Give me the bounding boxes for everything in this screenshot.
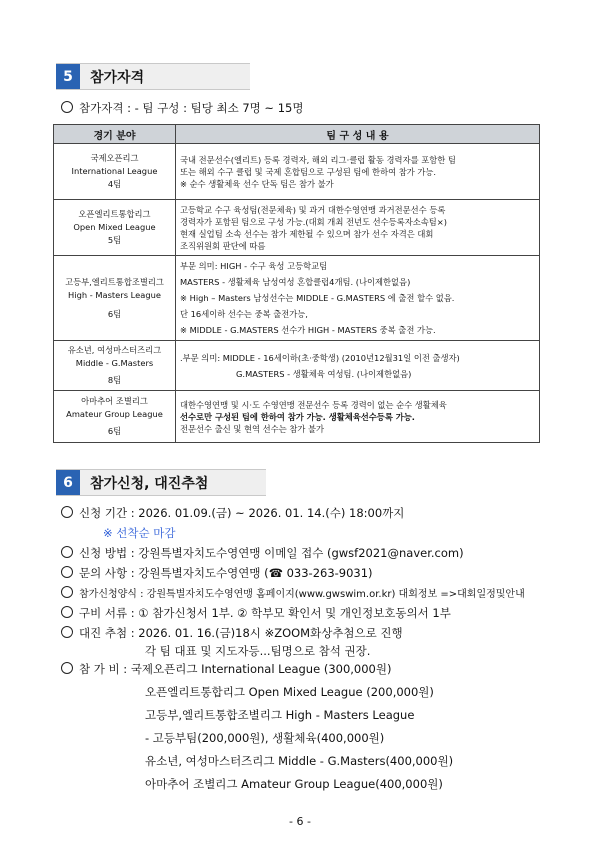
desc-line: 대한수영연맹 및 시·도 수영연맹 전문선수 등록 경력이 없는 순수 생활체육 xyxy=(180,399,447,410)
section-5-title: 참가자격 xyxy=(90,69,145,86)
desc-line: 조직위원회 판단에 따름 xyxy=(180,240,266,251)
documents-text: 구비 서류 : ① 참가신청서 1부. ② 학부모 확인서 및 개인정보호동의서 1부 xyxy=(79,606,451,620)
desc-line: G.MASTERS - 생활체육 여성팀. (나이제한없음) xyxy=(236,368,412,379)
desc-line: 국내 전문선수(엘리트) 등록 경력자, 해외 리그·클럽 활동 경력자를 포함한 팀 xyxy=(180,154,456,165)
application-method-text: 신청 방법 : 강원특별자치도수영연맹 이메일 접수 (gwsf2021@naver.com) xyxy=(79,546,464,560)
fee-text: 참 가 비 : 국제오픈리그 International League (300,000원) xyxy=(79,662,392,676)
desc-line: MASTERS - 생활체육 남성여성 혼합클럽4개팀. (나이제한없음) xyxy=(180,277,411,287)
bullet-icon xyxy=(61,506,73,518)
inquiry-text: 문의 사항 : 강원특별자치도수영연맹 (☎ 033-263-9031) xyxy=(79,566,373,580)
table-row xyxy=(54,256,540,341)
category-teams: 8팀 xyxy=(107,375,122,385)
category-english: Open Mixed League xyxy=(73,222,156,232)
category-name: 국제오픈리그 xyxy=(90,153,139,163)
eligibility-line xyxy=(61,100,303,116)
table-row xyxy=(54,144,540,200)
category-name: 고등부,엘리트통합조별리그 xyxy=(65,276,164,287)
category-teams: 4팀 xyxy=(107,179,122,189)
bullet-icon xyxy=(61,101,73,113)
header-field: 경기 분야 xyxy=(54,125,176,144)
fee-item: 유소년, 여성마스터즈리그 Middle - G.Masters(400,000원) xyxy=(145,754,454,768)
application-period-text: 신청 기간 : 2026. 01.09.(금) ~ 2026. 01. 14.(수) 18:00까지 xyxy=(79,506,405,520)
section-6-number: 6 xyxy=(56,470,80,495)
category-name: 아마추어 조별리그 xyxy=(81,396,148,406)
category-teams: 5팀 xyxy=(107,235,122,245)
fee-item: 고등부,엘리트통합조별리그 High - Masters League xyxy=(145,708,415,722)
table-row xyxy=(54,200,540,256)
first-come-note: ※ 선착순 마감 xyxy=(103,526,176,540)
category-name: 유소년, 여성마스터즈리그 xyxy=(67,345,162,355)
table-row xyxy=(54,341,540,391)
draw-text: 대진 추첨 : 2026. 01. 16.(금)18시 ※ZOOM화상추첨으로 진행 xyxy=(79,626,403,640)
desc-line: ※ MIDDLE - G.MASTERS 선수가 HIGH - MASTERS 중복 출전 가능. xyxy=(180,325,436,335)
form-text: 참가신청양식 : 강원특별자치도수영연맹 홈페이지(www.gwswim.or.kr) 대회정보 =>대회일정및안내 xyxy=(79,589,525,600)
category-teams: 6팀 xyxy=(107,426,122,436)
description-cell xyxy=(176,200,540,256)
section-6-title: 참가신청, 대진추첨 xyxy=(90,475,209,492)
category-cell xyxy=(54,341,176,391)
desc-line: 현재 실업팀 소속 선수는 참가 제한될 수 있으며 참가 선수 자격은 대회 xyxy=(180,228,434,239)
fee-item: 아마추어 조별리그 Amateur Group League(400,000원) xyxy=(145,777,443,791)
fee-line xyxy=(61,661,391,677)
team-composition-table xyxy=(53,124,540,443)
category-cell xyxy=(54,256,176,341)
category-teams: 6팀 xyxy=(107,308,122,319)
category-cell xyxy=(54,144,176,200)
desc-line: 단 16세이하 선수는 중복 출전가능, xyxy=(180,309,308,319)
description-cell xyxy=(176,391,540,443)
application-method-line xyxy=(61,545,464,561)
description-cell xyxy=(176,341,540,391)
section-5-header xyxy=(56,63,250,90)
desc-line: 전문선수 출신 및 현역 선수는 참가 불가 xyxy=(180,423,325,434)
category-english: Amateur Group League xyxy=(66,409,163,419)
category-cell xyxy=(54,391,176,443)
page-number: - 6 - xyxy=(289,815,311,828)
category-name: 오픈엘리트통합리그 xyxy=(78,209,151,219)
header-content: 팀 구 성 내 용 xyxy=(176,125,540,144)
desc-line: .부문 의미: MIDDLE - 16세이하(초·중학생) (2010년12월31일 이전 출생자) xyxy=(180,352,460,363)
desc-line: 고등학교 수구 육성팀(전문체육) 및 과거 대한수영연맹 과거전문선수 등록 xyxy=(180,204,446,215)
fee-item: 오픈엘리트통합리그 Open Mixed League (200,000원) xyxy=(145,685,434,699)
application-period-line xyxy=(61,505,404,521)
desc-line: 선수로만 구성된 팀에 한하여 참가 가능. 생활체육선수등록 가능. xyxy=(180,411,415,422)
section-6-header xyxy=(56,469,266,496)
table-header-row xyxy=(54,125,540,144)
fee-item: - 고등부팀(200,000원), 생활체육(400,000원) xyxy=(145,731,385,745)
category-english: Middle - G.Masters xyxy=(75,358,154,368)
bullet-icon xyxy=(61,606,73,618)
desc-line: ※ High – Masters 남성선수는 MIDDLE - G.MASTERS 에 출전 할수 없음. xyxy=(180,293,455,303)
table-row xyxy=(54,391,540,443)
documents-line xyxy=(61,605,451,621)
description-cell xyxy=(176,256,540,341)
bullet-icon xyxy=(61,566,73,578)
bullet-icon xyxy=(61,586,73,598)
category-cell xyxy=(54,200,176,256)
inquiry-line xyxy=(61,565,373,581)
draw-note: 각 팀 대표 및 지도자등...팀명으로 참석 권장. xyxy=(145,644,371,658)
form-line xyxy=(61,585,525,600)
section-5-number: 5 xyxy=(56,64,80,89)
description-cell xyxy=(176,144,540,200)
category-english: International League xyxy=(71,166,158,176)
desc-line: 또는 해외 수구 클럽 및 국제 혼합팀으로 구성된 팀에 한하여 참가 가능. xyxy=(180,166,437,177)
desc-line: 경력자가 포함된 팀으로 구성 가능.(대회 개최 전년도 선수등록자소속팀×) xyxy=(180,216,447,227)
bullet-icon xyxy=(61,546,73,558)
eligibility-text: 참가자격 : - 팀 구성 : 팀당 최소 7명 ~ 15명 xyxy=(79,101,304,115)
bullet-icon xyxy=(61,626,73,638)
draw-line xyxy=(61,625,403,641)
desc-line: ※ 순수 생활체육 선수 단독 팀은 참가 불가 xyxy=(180,178,334,189)
desc-line: 부문 의미: HIGH - 수구 육성 고등학교팀 xyxy=(180,261,328,271)
bullet-icon xyxy=(61,662,73,674)
category-english: High - Masters League xyxy=(68,289,161,300)
